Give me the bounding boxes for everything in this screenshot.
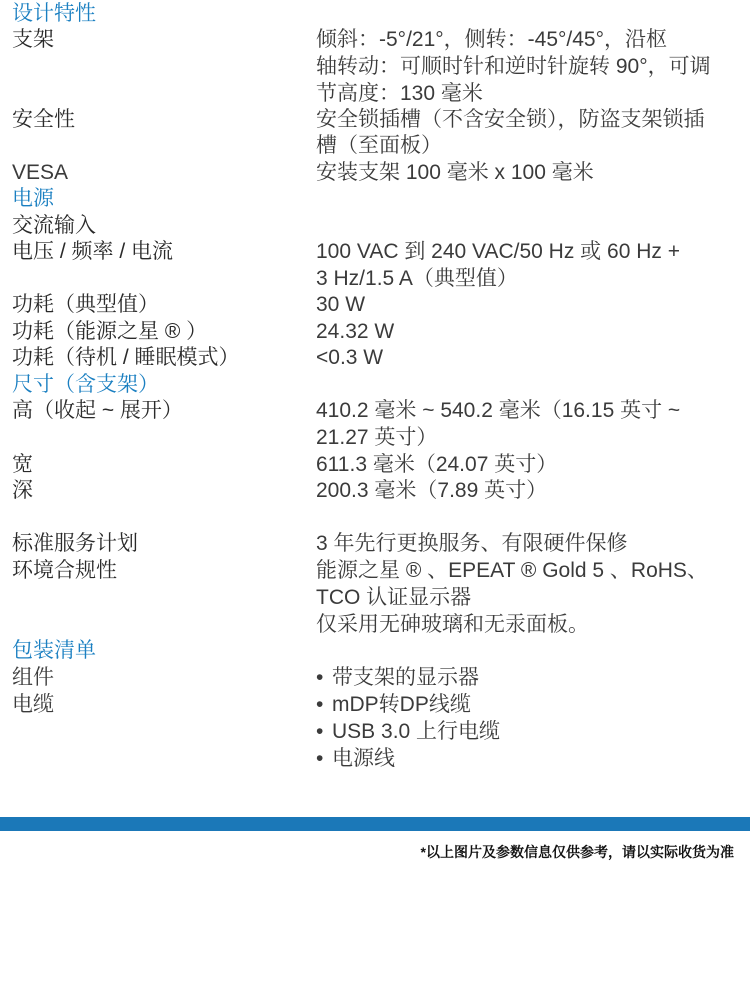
stand-label: 支架 — [12, 28, 54, 51]
spec-row-stand-2 — [12, 54, 742, 80]
voltage-value-2: 3 Hz/1.5 A（典型值） — [316, 267, 518, 290]
spec-row-standby — [12, 345, 742, 371]
environment-label: 环境合规性 — [12, 559, 117, 582]
security-value-2: 槽（至面板） — [316, 134, 442, 157]
security-value-1: 安全锁插槽（不含安全锁），防盗支架锁插 — [316, 108, 705, 131]
width-value: 611.3 毫米（24.07 英寸） — [316, 453, 558, 476]
voltage-label: 电压 / 频率 / 电流 — [12, 240, 174, 263]
spec-row-voltage — [12, 239, 742, 265]
service-value: 3 年先行更换服务、有限硬件保修 — [316, 532, 628, 555]
height-value-2: 21.27 英寸） — [316, 426, 438, 449]
standby-label: 功耗（待机 / 睡眠模式） — [12, 346, 240, 369]
spec-row-components — [12, 665, 742, 691]
spec-row-energy-star — [12, 319, 742, 345]
stand-value-3: 节高度：130 毫米 — [316, 82, 483, 105]
energy-star-label: 功耗（能源之星 ® ） — [12, 320, 208, 343]
energy-star-value: 24.32 W — [316, 320, 395, 343]
spec-row-environment-2 — [12, 585, 742, 611]
spec-row-cables — [12, 692, 742, 718]
cables-label: 电缆 — [12, 693, 54, 716]
typ-power-value: 30 W — [316, 293, 366, 316]
service-label: 标准服务计划 — [12, 532, 138, 555]
spec-row-package-3 — [12, 719, 742, 745]
security-label: 安全性 — [12, 108, 75, 131]
spec-row-voltage-2 — [12, 266, 742, 292]
bullet-icon: • — [316, 666, 324, 689]
spec-row-typ-power — [12, 292, 742, 318]
spec-row-ac-input — [12, 213, 742, 239]
height-label: 高（收起 ~ 展开） — [12, 399, 183, 422]
spec-row-height-2 — [12, 425, 742, 451]
standby-value: <0.3 W — [316, 346, 384, 369]
height-value-1: 410.2 毫米 ~ 540.2 毫米（16.15 英寸 ~ — [316, 399, 681, 422]
environment-value-1: 能源之星 ® 、EPEAT ® Gold 5 、RoHS、 — [316, 559, 708, 582]
environment-value-3: 仅采用无砷玻璃和无汞面板。 — [316, 613, 589, 636]
spec-row-depth — [12, 478, 742, 504]
depth-value: 200.3 毫米（7.89 英寸） — [316, 479, 548, 502]
spec-row-height — [12, 398, 742, 424]
package-item: • USB 3.0 上行电缆 — [316, 720, 501, 743]
components-label: 组件 — [12, 666, 54, 689]
spec-row-environment-3 — [12, 612, 742, 638]
environment-value-2: TCO 认证显示器 — [316, 586, 472, 609]
spec-row-stand — [12, 27, 742, 53]
spec-row-package-4 — [12, 746, 742, 772]
typ-power-label: 功耗（典型值） — [12, 293, 159, 316]
spec-row-service — [12, 531, 742, 557]
package-item: • 电源线 — [316, 747, 395, 770]
vesa-value: 安装支架 100 毫米 x 100 毫米 — [316, 161, 594, 184]
vesa-label: VESA — [12, 161, 69, 184]
spec-row-security — [12, 107, 742, 133]
spec-row-stand-3 — [12, 81, 742, 107]
stand-value-2: 轴转动：可顺时针和逆时针旋转 90°，可调 — [316, 55, 711, 78]
spec-row-environment — [12, 558, 742, 584]
section-power-heading: 电源 — [12, 187, 54, 210]
depth-label: 深 — [12, 479, 33, 502]
bullet-icon: • — [316, 693, 324, 716]
voltage-value-1: 100 VAC 到 240 VAC/50 Hz 或 60 Hz + — [316, 240, 680, 263]
spec-row-width — [12, 452, 742, 478]
footer-accent-bar — [0, 817, 750, 831]
disclaimer-text: *以上图片及参数信息仅供参考，请以实际收货为准 — [420, 844, 734, 860]
section-package-heading: 包装清单 — [12, 639, 96, 662]
section-size-heading: 尺寸（含支架） — [12, 373, 159, 396]
stand-value-1: 倾斜：-5°/21°，侧转：-45°/45°，沿枢 — [316, 28, 668, 51]
spec-row-security-2 — [12, 133, 742, 159]
spec-row-vesa — [12, 160, 742, 186]
section-design-heading: 设计特性 — [12, 2, 96, 25]
width-label: 宽 — [12, 453, 33, 476]
bullet-icon: • — [316, 747, 324, 770]
package-item: • 带支架的显示器 — [316, 666, 479, 689]
ac-input-label: 交流输入 — [12, 214, 96, 237]
bullet-icon: • — [316, 720, 324, 743]
package-item: • mDP转DP线缆 — [316, 693, 471, 716]
